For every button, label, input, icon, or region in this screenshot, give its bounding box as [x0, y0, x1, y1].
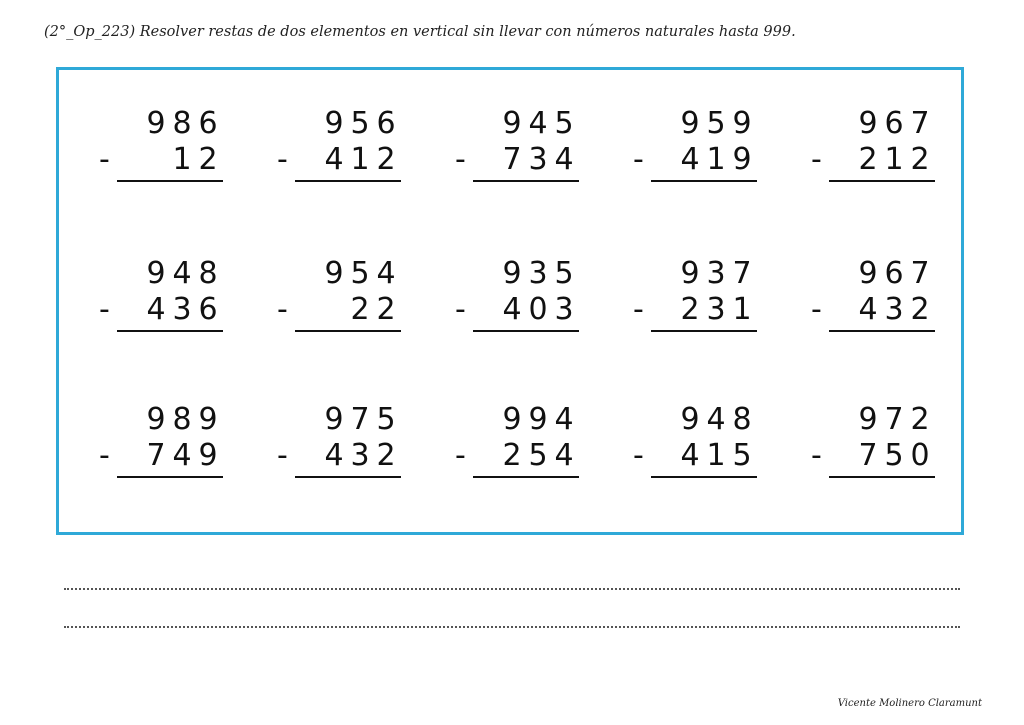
subtrahend-digit: 0	[528, 292, 548, 327]
result-line[interactable]	[829, 330, 935, 332]
subtrahend-digit: 1	[884, 142, 904, 177]
subtrahend-digit: 4	[554, 142, 574, 177]
subtrahend-digit: 9	[198, 438, 218, 473]
minuend-digit: 7	[910, 256, 930, 291]
minuend-digit: 8	[172, 402, 192, 437]
minus-sign: -	[277, 142, 288, 177]
minuend	[321, 108, 399, 140]
subtrahend-digit: 7	[858, 438, 878, 473]
subtrahend-digit: 5	[732, 438, 752, 473]
subtrahend-digit: 2	[376, 438, 396, 473]
minuend	[677, 108, 755, 140]
minuend-digit: 5	[706, 106, 726, 141]
minuend-digit: 7	[910, 106, 930, 141]
minuend-digit: 5	[350, 256, 370, 291]
answer-line-1[interactable]	[64, 588, 960, 590]
minuend-digit: 9	[858, 256, 878, 291]
minuend	[855, 258, 933, 290]
minus-sign: -	[811, 292, 822, 327]
minuend-digit: 4	[172, 256, 192, 291]
subtraction-problem-15	[811, 404, 951, 494]
minuend-digit: 5	[554, 256, 574, 291]
subtrahend	[321, 144, 399, 176]
minuend	[855, 404, 933, 436]
subtrahend-digit: 5	[884, 438, 904, 473]
subtraction-problem-3	[455, 108, 595, 198]
subtrahend	[143, 144, 221, 176]
result-line[interactable]	[651, 180, 757, 182]
minus-sign: -	[633, 438, 644, 473]
exercise-box	[56, 67, 964, 535]
author-signature: Vicente Molinero Claramunt	[837, 698, 982, 709]
subtraction-problem-5	[811, 108, 951, 198]
minus-sign: -	[277, 438, 288, 473]
subtrahend-digit: 4	[172, 438, 192, 473]
subtrahend	[499, 294, 577, 326]
answer-line-2[interactable]	[64, 626, 960, 628]
minuend-digit: 9	[858, 402, 878, 437]
minuend	[143, 404, 221, 436]
subtrahend-digit: 1	[350, 142, 370, 177]
subtrahend-digit: 3	[884, 292, 904, 327]
minus-sign: -	[99, 292, 110, 327]
result-line[interactable]	[295, 330, 401, 332]
result-line[interactable]	[295, 180, 401, 182]
minuend	[677, 404, 755, 436]
minuend-digit: 9	[324, 106, 344, 141]
subtrahend-digit: 2	[858, 142, 878, 177]
subtrahend	[855, 144, 933, 176]
minuend-digit: 4	[528, 106, 548, 141]
subtrahend-digit: 3	[528, 142, 548, 177]
minuend	[855, 108, 933, 140]
subtraction-problem-12	[277, 404, 417, 494]
subtrahend-digit: 0	[910, 438, 930, 473]
minuend-digit: 8	[732, 402, 752, 437]
subtrahend-digit: 9	[732, 142, 752, 177]
minuend-digit: 9	[324, 256, 344, 291]
subtrahend-digit: 1	[732, 292, 752, 327]
subtraction-problem-4	[633, 108, 773, 198]
subtraction-problem-6	[99, 258, 239, 348]
result-line[interactable]	[295, 476, 401, 478]
result-line[interactable]	[117, 330, 223, 332]
minus-sign: -	[277, 292, 288, 327]
minuend-digit: 9	[732, 106, 752, 141]
minuend-digit: 5	[554, 106, 574, 141]
minuend-digit: 3	[706, 256, 726, 291]
subtrahend-digit: 4	[324, 438, 344, 473]
result-line[interactable]	[829, 180, 935, 182]
subtrahend-digit: 2	[680, 292, 700, 327]
subtrahend	[855, 440, 933, 472]
minuend-digit: 6	[198, 106, 218, 141]
minuend-digit: 9	[146, 106, 166, 141]
subtrahend-digit: 4	[324, 142, 344, 177]
minuend-digit: 9	[680, 106, 700, 141]
result-line[interactable]	[829, 476, 935, 478]
minuend-digit: 6	[884, 106, 904, 141]
result-line[interactable]	[473, 180, 579, 182]
minuend-digit: 5	[376, 402, 396, 437]
subtrahend-digit: 2	[502, 438, 522, 473]
subtraction-problem-11	[99, 404, 239, 494]
result-line[interactable]	[473, 330, 579, 332]
subtraction-problem-1	[99, 108, 239, 198]
result-line[interactable]	[117, 476, 223, 478]
subtrahend-digit: 7	[502, 142, 522, 177]
minus-sign: -	[633, 142, 644, 177]
subtrahend	[677, 144, 755, 176]
minuend-digit: 6	[376, 106, 396, 141]
minus-sign: -	[455, 292, 466, 327]
subtraction-problem-10	[811, 258, 951, 348]
minuend	[143, 108, 221, 140]
minuend-digit: 4	[706, 402, 726, 437]
subtrahend-digit: 4	[146, 292, 166, 327]
minus-sign: -	[455, 142, 466, 177]
subtrahend	[321, 440, 399, 472]
subtraction-problem-9	[633, 258, 773, 348]
subtrahend-digit: 4	[502, 292, 522, 327]
minuend-digit: 9	[502, 106, 522, 141]
result-line[interactable]	[473, 476, 579, 478]
minus-sign: -	[455, 438, 466, 473]
minuend-digit: 4	[376, 256, 396, 291]
subtraction-problem-14	[633, 404, 773, 494]
subtrahend-digit: 3	[172, 292, 192, 327]
minuend-digit: 9	[680, 256, 700, 291]
minuend-digit: 9	[502, 402, 522, 437]
minuend-digit: 9	[502, 256, 522, 291]
minuend-digit: 9	[146, 402, 166, 437]
minuend-digit: 9	[528, 402, 548, 437]
minuend	[321, 404, 399, 436]
subtrahend-digit: 3	[554, 292, 574, 327]
subtrahend-digit: 1	[706, 142, 726, 177]
subtrahend-digit: 4	[554, 438, 574, 473]
minuend-digit: 9	[198, 402, 218, 437]
minuend-digit: 3	[528, 256, 548, 291]
minuend	[321, 258, 399, 290]
subtraction-problem-13	[455, 404, 595, 494]
subtrahend-digit: 1	[172, 142, 192, 177]
subtraction-problem-2	[277, 108, 417, 198]
minuend-digit: 7	[350, 402, 370, 437]
subtrahend	[499, 144, 577, 176]
subtrahend-digit	[321, 294, 347, 326]
minuend	[499, 404, 577, 436]
minuend-digit: 8	[172, 106, 192, 141]
minuend-digit: 2	[910, 402, 930, 437]
subtrahend-digit: 7	[146, 438, 166, 473]
result-line[interactable]	[651, 476, 757, 478]
minus-sign: -	[633, 292, 644, 327]
subtrahend-digit: 2	[910, 292, 930, 327]
subtrahend	[855, 294, 933, 326]
subtrahend	[499, 440, 577, 472]
subtrahend-digit: 2	[910, 142, 930, 177]
minuend-digit: 8	[198, 256, 218, 291]
subtrahend	[143, 294, 221, 326]
subtrahend-digit: 1	[706, 438, 726, 473]
subtrahend	[677, 294, 755, 326]
subtrahend-digit: 2	[376, 142, 396, 177]
minuend	[677, 258, 755, 290]
subtrahend-digit: 3	[350, 438, 370, 473]
subtrahend-digit: 6	[198, 292, 218, 327]
worksheet-title: (2°_Op_223) Resolver restas de dos elementos en vertical sin llevar con números naturales hasta 999.	[44, 24, 796, 40]
subtrahend-digit: 2	[350, 292, 370, 327]
subtrahend	[321, 294, 399, 326]
minus-sign: -	[811, 142, 822, 177]
minuend-digit: 7	[732, 256, 752, 291]
minuend	[499, 258, 577, 290]
subtrahend-digit: 2	[198, 142, 218, 177]
subtrahend-digit: 4	[680, 438, 700, 473]
minuend	[143, 258, 221, 290]
subtrahend	[143, 440, 221, 472]
minus-sign: -	[811, 438, 822, 473]
minuend-digit: 9	[146, 256, 166, 291]
subtrahend-digit: 4	[680, 142, 700, 177]
minuend-digit: 4	[554, 402, 574, 437]
minuend-digit: 6	[884, 256, 904, 291]
subtrahend	[677, 440, 755, 472]
minuend-digit: 9	[858, 106, 878, 141]
subtrahend-digit: 3	[706, 292, 726, 327]
result-line[interactable]	[117, 180, 223, 182]
minus-sign: -	[99, 142, 110, 177]
subtrahend-digit	[143, 144, 169, 176]
minuend-digit: 7	[884, 402, 904, 437]
minuend-digit: 5	[350, 106, 370, 141]
minuend-digit: 9	[680, 402, 700, 437]
subtraction-problem-8	[455, 258, 595, 348]
subtrahend-digit: 5	[528, 438, 548, 473]
minus-sign: -	[99, 438, 110, 473]
subtrahend-digit: 2	[376, 292, 396, 327]
minuend	[499, 108, 577, 140]
subtraction-problem-7	[277, 258, 417, 348]
minuend-digit: 9	[324, 402, 344, 437]
result-line[interactable]	[651, 330, 757, 332]
subtrahend-digit: 4	[858, 292, 878, 327]
